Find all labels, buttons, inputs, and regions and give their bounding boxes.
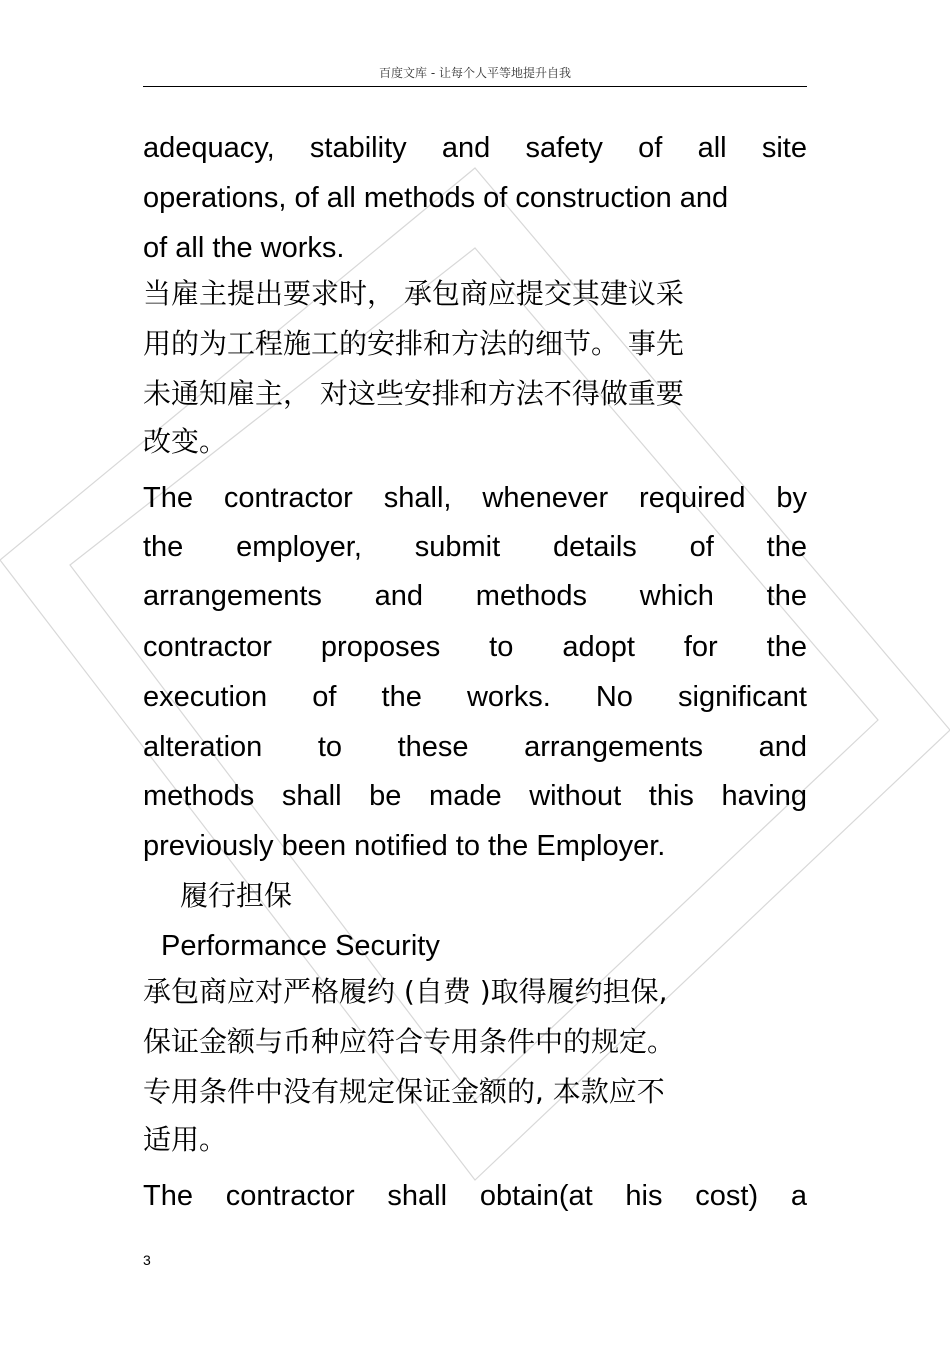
body-line: 用的为工程施工的安排和方法的细节。 事先	[143, 327, 684, 360]
body-line: operations, of all methods of construction and	[143, 182, 729, 214]
section-heading-cn: 履行担保	[180, 879, 293, 912]
body-line: 专用条件中没有规定保证金额的, 本款应不	[143, 1075, 665, 1108]
body-line: contractor proposes to adopt for the	[143, 631, 807, 663]
body-line: arrangements and methods which the	[143, 580, 807, 612]
body-line: 适用。	[143, 1123, 228, 1156]
page-header: 百度文库 - 让每个人平等地提升自我	[379, 66, 571, 80]
section-heading-en: Performance Security	[161, 930, 440, 962]
header-divider	[143, 86, 807, 87]
body-line: methods shall be made without this having	[143, 780, 807, 812]
body-line: 未通知雇主， 对这些安排和方法不得做重要	[143, 377, 684, 410]
body-line: the employer, submit details of the	[143, 531, 807, 563]
body-line: 改变。	[143, 425, 228, 458]
body-line: alteration to these arrangements and	[143, 731, 807, 763]
body-line: of all the works.	[143, 232, 345, 264]
page-number: 3	[143, 1252, 151, 1268]
body-line: execution of the works. No significant	[143, 681, 807, 713]
body-line: The contractor shall obtain(at his cost) a	[143, 1180, 807, 1212]
body-line: 承包商应对严格履约 (自费 )取得履约担保,	[143, 975, 668, 1008]
body-line: 保证金额与币种应符合专用条件中的规定。	[143, 1025, 676, 1058]
body-line: The contractor shall, whenever required by	[143, 482, 807, 514]
body-line: adequacy, stability and safety of all site	[143, 132, 807, 164]
body-line: previously been notified to the Employer.	[143, 830, 666, 862]
body-line: 当雇主提出要求时， 承包商应提交其建议采	[143, 277, 684, 310]
